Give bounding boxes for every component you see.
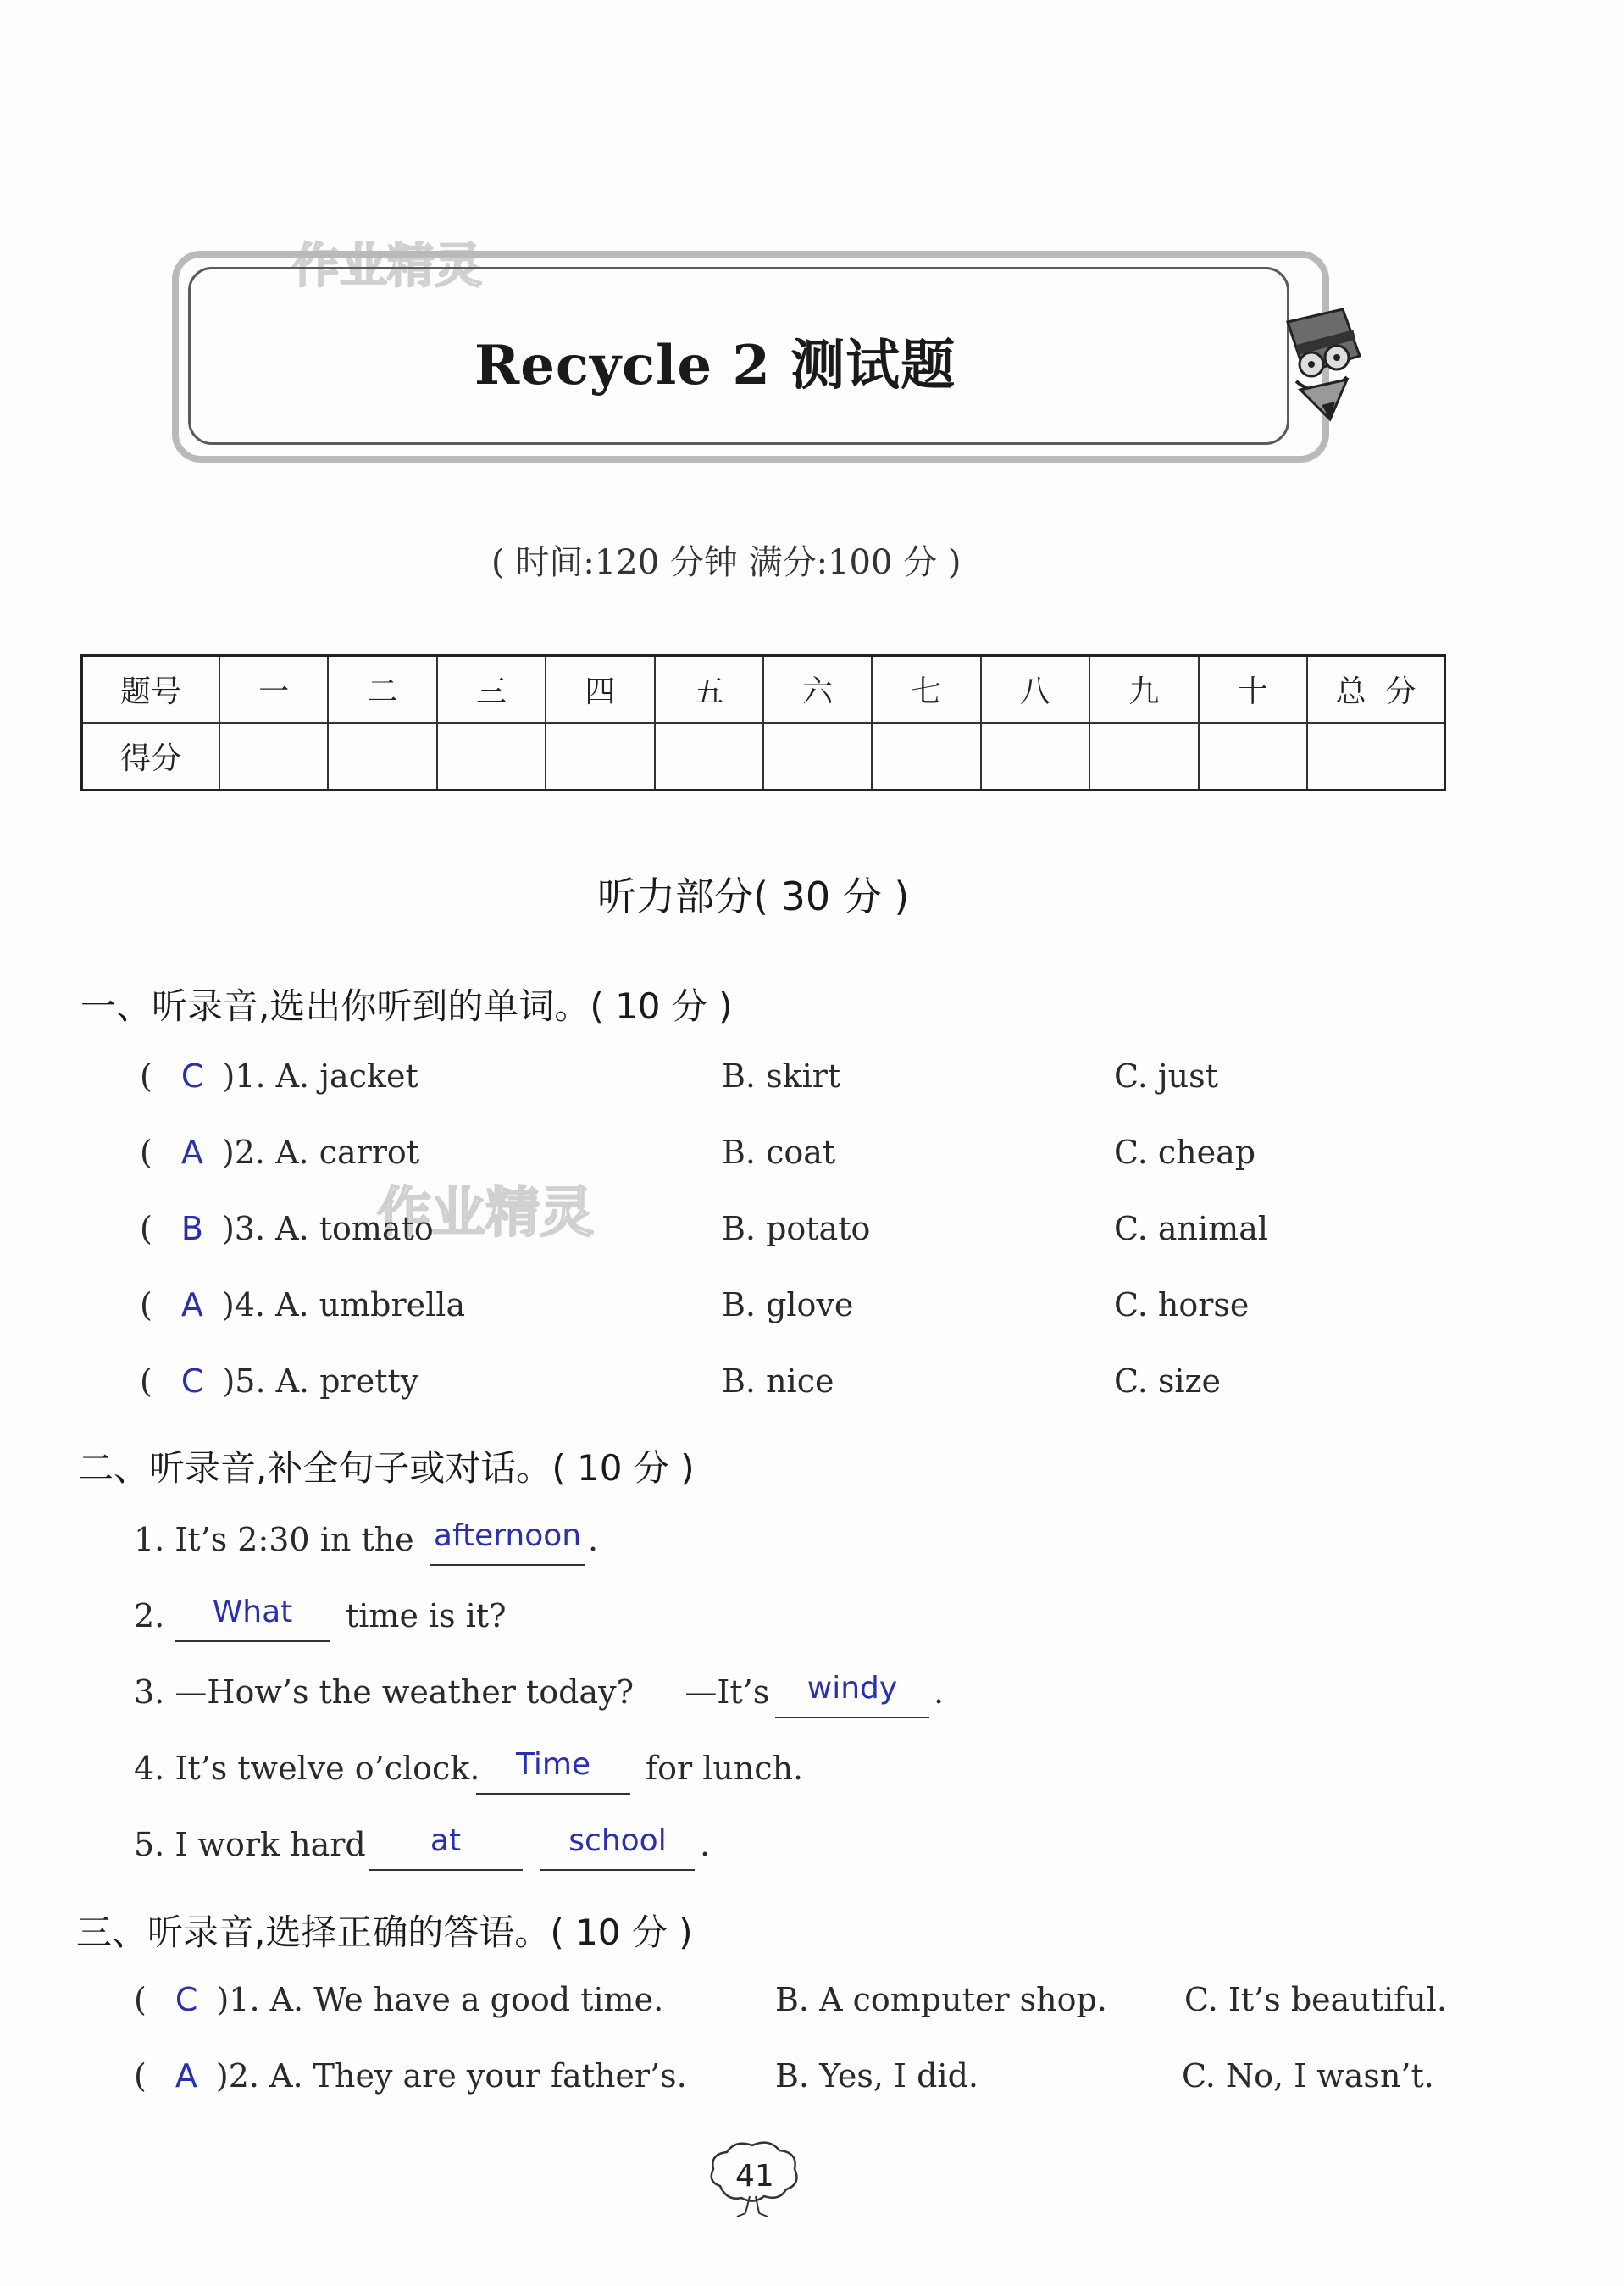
answer-mark: C	[180, 1362, 204, 1400]
sentence-3: 3. —How’s the weather today? —It’s	[134, 1673, 770, 1711]
table-cell: 六	[763, 656, 872, 724]
option-b: B. potato	[722, 1210, 871, 1247]
fill-blank: Time	[476, 1747, 630, 1795]
option-b: B. Yes, I did.	[775, 2057, 978, 2095]
score-cell	[546, 723, 654, 791]
table-cell: 五	[655, 656, 763, 724]
fill-blank: What	[175, 1595, 330, 1642]
section2-heading: 二、听录音,补全句子或对话。( 10 分 )	[78, 1447, 695, 1489]
sentence-1: 1. It’s 2:30 in the	[134, 1521, 414, 1558]
option-c: C. horse	[1114, 1286, 1250, 1323]
option-c: C. It’s beautiful.	[1184, 1981, 1447, 2018]
option-c: C. No, I wasn’t.	[1182, 2057, 1434, 2095]
answer-mark: C	[175, 1981, 198, 2018]
score-cell	[328, 723, 436, 791]
score-table	[80, 654, 1446, 791]
option-c: C. size	[1114, 1362, 1222, 1400]
option-c: C. animal	[1114, 1210, 1269, 1247]
fill-blank: afternoon	[430, 1518, 585, 1566]
sentence-2-rest: time is it?	[346, 1597, 507, 1634]
listening-part-heading: 听力部分( 30 分 )	[597, 874, 910, 919]
score-cell	[1089, 723, 1198, 791]
watermark: 作业精灵	[292, 239, 482, 294]
table-cell: 四	[546, 656, 654, 724]
answer-mark: C	[180, 1057, 204, 1095]
fill-blank: at	[369, 1823, 523, 1871]
answer-mark: A	[180, 1134, 203, 1171]
option-b: B. coat	[722, 1134, 836, 1171]
option-c: C. just	[1114, 1057, 1218, 1095]
score-cell	[437, 723, 546, 791]
score-cell	[219, 723, 328, 791]
option-b: B. skirt	[722, 1057, 841, 1095]
table-cell: 总 分	[1307, 656, 1445, 724]
page-number: 41	[735, 2159, 774, 2194]
fill-blank: windy	[775, 1671, 929, 1718]
sentence-5: 5. I work hard	[134, 1826, 366, 1863]
fill-blank: school	[540, 1823, 695, 1871]
list-item: ( C )5. A. pretty	[140, 1362, 419, 1400]
sentence-end: .	[934, 1673, 945, 1711]
table-cell: 得分	[82, 723, 220, 791]
score-table-score-row	[82, 723, 1445, 791]
score-cell	[763, 723, 872, 791]
table-cell: 二	[328, 656, 436, 724]
sentence-end: .	[588, 1521, 599, 1558]
answer-mark: A	[175, 2057, 197, 2095]
score-table-header-row	[82, 656, 1445, 724]
section3-heading: 三、听录音,选择正确的答语。( 10 分 )	[76, 1911, 693, 1953]
list-item: ( A )2. A. carrot	[140, 1134, 420, 1171]
watermark: 作业精灵	[377, 1182, 594, 1245]
table-cell: 八	[981, 656, 1089, 724]
answer-mark: A	[180, 1286, 203, 1323]
option-c: C. cheap	[1114, 1134, 1256, 1171]
sentence-4-rest: for lunch.	[646, 1750, 804, 1787]
sentence-end: .	[700, 1826, 711, 1863]
score-cell	[655, 723, 763, 791]
list-item: ( A )4. A. umbrella	[140, 1286, 466, 1323]
table-cell: 九	[1089, 656, 1198, 724]
option-b: B. A computer shop.	[775, 1981, 1107, 2018]
pencil-mascot-icon	[1262, 305, 1372, 424]
table-cell: 七	[872, 656, 980, 724]
option-b: B. glove	[722, 1286, 854, 1323]
score-cell	[1199, 723, 1307, 791]
table-cell: 一	[219, 656, 328, 724]
sentence-2: 2.	[134, 1597, 165, 1634]
list-item: ( C )1. A. We have a good time.	[134, 1981, 664, 2018]
list-item: ( A )2. A. They are your father’s.	[134, 2057, 687, 2095]
list-item: ( B )3. A. tomato	[140, 1210, 434, 1247]
option-b: B. nice	[722, 1362, 834, 1400]
table-cell: 十	[1199, 656, 1307, 724]
page-title: Recycle 2 测试题	[474, 334, 956, 397]
table-cell: 三	[437, 656, 546, 724]
score-cell	[981, 723, 1089, 791]
table-cell: 题号	[82, 656, 220, 724]
answer-mark: B	[180, 1210, 203, 1247]
sentence-4: 4. It’s twelve o’clock.	[134, 1750, 480, 1787]
list-item: ( C )1. A. jacket	[140, 1057, 418, 1095]
time-and-score-note: ( 时间:120 分钟 满分:100 分 )	[491, 543, 962, 582]
section1-heading: 一、听录音,选出你听到的单词。( 10 分 )	[80, 985, 733, 1027]
score-cell	[872, 723, 980, 791]
score-cell	[1307, 723, 1445, 791]
